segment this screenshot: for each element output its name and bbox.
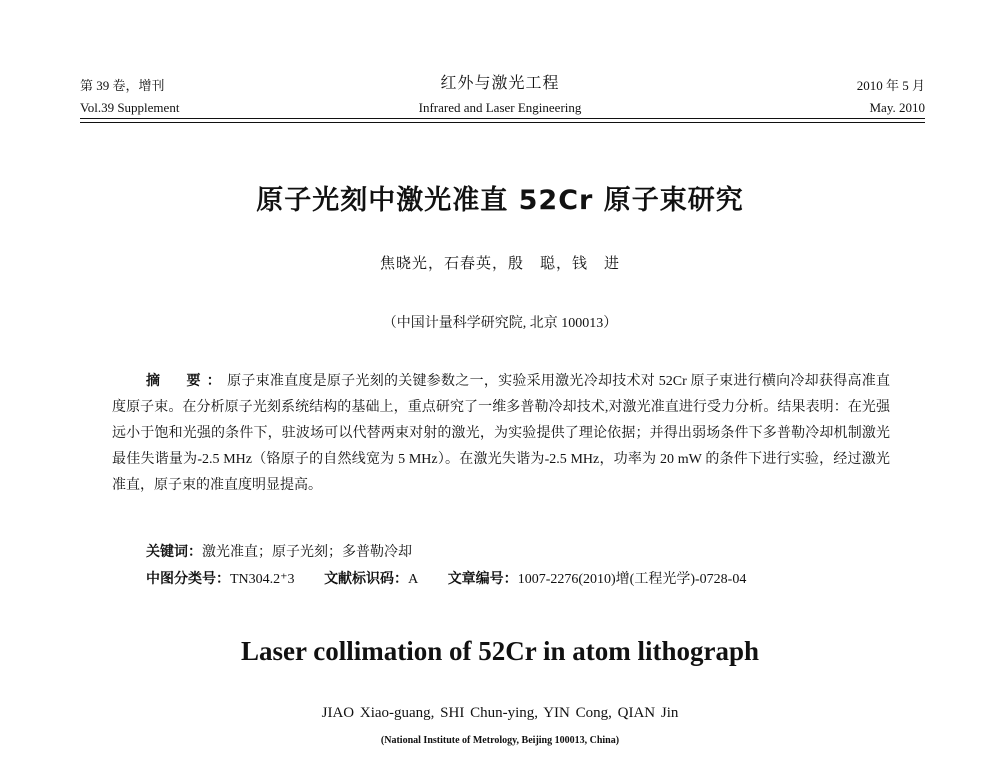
date-zh: 2010 年 5 月: [856, 78, 925, 93]
volume-en: Vol.39 Supplement: [80, 100, 180, 115]
authors-zh: 焦晓光，石春英，殷 聪，钱 进: [379, 256, 620, 272]
volume-zh: 第 39 卷，增刊: [80, 78, 165, 93]
classification-line: [146, 568, 896, 588]
article-no-label: 文章编号：: [447, 571, 518, 587]
affiliation-zh: （中国计量科学研究院, 北京 100013）: [382, 316, 618, 331]
doc-code-value: A: [408, 572, 419, 587]
paper-title-zh: 原子光刻中激光准直 52Cr 原子束研究: [256, 185, 744, 216]
clc-label: 中图分类号：: [146, 571, 230, 587]
keywords-label: 关键词：: [146, 544, 202, 560]
journal-title-en: Infrared and Laser Engineering: [418, 100, 582, 115]
journal-title-zh: 红外与激光工程: [440, 75, 560, 92]
abstract-text: 原子束准直度是原子光刻的关键参数之一，实验采用激光冷却技术对 52Cr 原子束进行横向冷却获得高准直度原子束。在分析原子光刻系统结构的基础上，重点研究了一维多普勒冷却技术,对激光准直进行受力分析。结果表明：在光强远小于饱和光强的条件下，驻波场可以代替两束对射的激光，为实验提供了理论依据；并得出弱场条件下多普勒冷却机制激光最佳失谐量为-2.5 MHz（铬原子的自然线宽为 5 MHz）。在激光失谐为-2.5 MHz，功率为 20 mW 的条件下进行实验，经过激光准直，原子束的准直度明显提高。: [112, 374, 890, 493]
doc-code-label: 文献标识码：: [324, 571, 409, 587]
date-en: May. 2010: [869, 100, 925, 115]
abstract-zh: [112, 368, 890, 499]
keywords-zh: [146, 541, 412, 561]
header-rule-thin: [80, 122, 925, 123]
affiliation-en: (National Institute of Metrology, Beijing 100013, China): [380, 735, 620, 746]
clc-value: TN304.2⁺3: [230, 572, 295, 587]
paper-title-en: Laser collimation of 52Cr in atom lithograph: [241, 636, 759, 666]
article-no-value: 1007-2276(2010)增(工程光学)-0728-04: [517, 572, 747, 587]
authors-en: JIAO Xiao-guang, SHI Chun-ying, YIN Cong, QIAN Jin: [321, 705, 679, 721]
keywords-value: 激光准直；原子光刻；多普勒冷却: [202, 545, 412, 560]
header-rule-thick: [80, 118, 925, 119]
abstract-label: 摘 要：: [146, 373, 228, 389]
